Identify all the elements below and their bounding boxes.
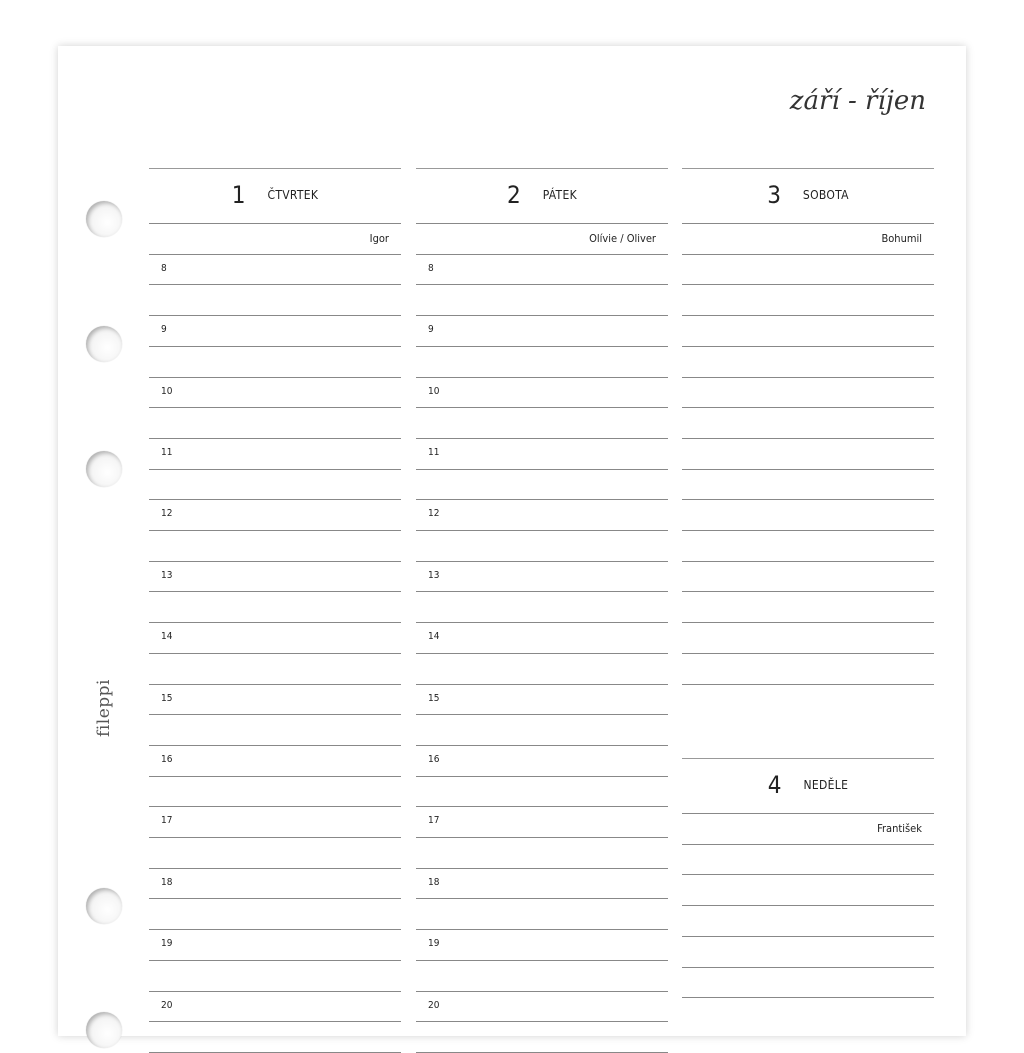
punch-hole: [86, 326, 122, 362]
rule-line: [682, 499, 934, 500]
hour-label: 15: [161, 692, 173, 704]
day-header: [682, 758, 934, 812]
day-header: [416, 168, 668, 222]
rule-line: [682, 997, 934, 998]
rule-line: [149, 837, 401, 838]
hour-label: 11: [161, 446, 173, 458]
rule-line: [416, 929, 668, 930]
hour-label: 19: [428, 938, 440, 950]
rule-line: [416, 438, 668, 439]
rule-line: [149, 622, 401, 623]
rule-line: [416, 530, 668, 531]
day-column: [682, 168, 934, 1048]
hour-label: 13: [428, 569, 440, 581]
day-number: 4: [767, 771, 782, 799]
rule-line: [416, 745, 668, 746]
rule-line: [149, 960, 401, 961]
hour-label: 15: [428, 692, 440, 704]
rule-line: [149, 346, 401, 347]
rule-line: [149, 653, 401, 654]
hour-label: 14: [428, 631, 440, 643]
rule-line: [149, 530, 401, 531]
rule-line: [416, 223, 668, 224]
brand-logo: fileppi: [94, 679, 114, 737]
nameday-label: František: [877, 822, 922, 835]
planner-page: [58, 46, 966, 1036]
day-column: [149, 168, 401, 1048]
hour-label: 17: [428, 815, 440, 827]
nameday-label: Igor: [369, 232, 389, 245]
rule-line: [149, 561, 401, 562]
hour-label: 8: [161, 262, 167, 274]
rule-line: [149, 745, 401, 746]
day-number: 3: [767, 181, 781, 209]
rule-line: [682, 653, 934, 654]
hour-label: 13: [161, 569, 173, 581]
rule-line: [149, 254, 401, 255]
rule-line: [682, 469, 934, 470]
rule-line: [149, 499, 401, 500]
rule-line: [416, 346, 668, 347]
day-name: NEDĚLE: [803, 778, 849, 792]
rule-line: [682, 530, 934, 531]
nameday-label: Bohumil: [881, 232, 922, 245]
rule-line: [149, 991, 401, 992]
rule-line: [149, 223, 401, 224]
nameday-label: Olívie / Oliver: [589, 232, 656, 245]
rule-line: [416, 561, 668, 562]
rule-line: [149, 929, 401, 930]
punch-hole: [86, 1012, 122, 1048]
rule-line: [416, 960, 668, 961]
hour-label: 10: [161, 385, 173, 397]
rule-line: [682, 813, 934, 814]
rule-line: [149, 438, 401, 439]
hour-label: 12: [428, 508, 440, 520]
hour-label: 12: [161, 508, 173, 520]
day-number: 1: [231, 181, 246, 209]
rule-line: [682, 874, 934, 875]
day-header: [149, 168, 401, 222]
hour-label: 19: [161, 938, 173, 950]
rule-line: [416, 714, 668, 715]
rule-line: [416, 407, 668, 408]
day-name: ČTVRTEK: [267, 188, 319, 202]
rule-line: [682, 622, 934, 623]
rule-line: [682, 591, 934, 592]
hour-label: 9: [161, 324, 167, 336]
rule-line: [149, 776, 401, 777]
hour-label: 18: [428, 876, 440, 888]
rule-line: [149, 868, 401, 869]
rule-line: [682, 967, 934, 968]
day-number: 2: [507, 181, 521, 209]
rule-line: [416, 837, 668, 838]
rule-line: [682, 561, 934, 562]
rule-line: [682, 346, 934, 347]
rule-line: [149, 469, 401, 470]
hour-label: 16: [161, 753, 173, 765]
rule-line: [682, 844, 934, 845]
hour-label: 16: [428, 753, 440, 765]
punch-hole: [86, 451, 122, 487]
rule-line: [682, 684, 934, 685]
rule-line: [416, 1021, 668, 1022]
rule-line: [682, 438, 934, 439]
rule-line: [416, 684, 668, 685]
rule-line: [682, 407, 934, 408]
rule-line: [149, 806, 401, 807]
rule-line: [416, 377, 668, 378]
hour-label: 10: [428, 385, 440, 397]
rule-line: [149, 591, 401, 592]
day-name: SOBOTA: [802, 188, 849, 202]
rule-line: [149, 684, 401, 685]
rule-line: [149, 315, 401, 316]
rule-line: [682, 254, 934, 255]
hour-label: 20: [428, 999, 440, 1011]
punch-hole: [86, 201, 122, 237]
rule-line: [149, 407, 401, 408]
rule-line: [416, 499, 668, 500]
rule-line: [416, 898, 668, 899]
rule-line: [416, 284, 668, 285]
hour-label: 18: [161, 876, 173, 888]
rule-line: [416, 469, 668, 470]
day-name: PÁTEK: [542, 188, 577, 202]
rule-line: [416, 622, 668, 623]
rule-line: [149, 714, 401, 715]
rule-line: [416, 254, 668, 255]
rule-line: [149, 284, 401, 285]
rule-line: [682, 223, 934, 224]
rule-line: [416, 591, 668, 592]
hour-label: 9: [428, 324, 434, 336]
page-title: září - říjen: [789, 86, 926, 116]
punch-hole: [86, 888, 122, 924]
rule-line: [416, 868, 668, 869]
rule-line: [416, 653, 668, 654]
day-header: [682, 168, 934, 222]
rule-line: [149, 898, 401, 899]
rule-line: [416, 776, 668, 777]
hour-label: 20: [161, 999, 173, 1011]
hour-label: 17: [161, 815, 173, 827]
rule-line: [416, 315, 668, 316]
rule-line: [682, 905, 934, 906]
hour-label: 14: [161, 631, 173, 643]
rule-line: [416, 991, 668, 992]
rule-line: [682, 315, 934, 316]
day-column: [416, 168, 668, 1048]
rule-line: [682, 936, 934, 937]
rule-line: [149, 1021, 401, 1022]
hour-label: 8: [428, 262, 434, 274]
rule-line: [682, 284, 934, 285]
rule-line: [682, 377, 934, 378]
rule-line: [149, 377, 401, 378]
hour-label: 11: [428, 446, 440, 458]
rule-line: [416, 806, 668, 807]
